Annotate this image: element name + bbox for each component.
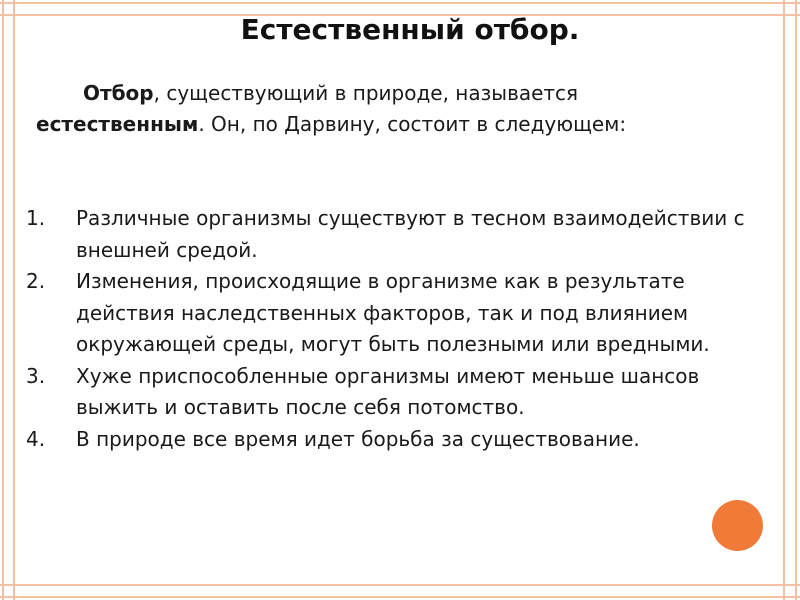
decorative-circle bbox=[712, 500, 763, 551]
intro-part1: , существующий в природе, называется bbox=[153, 81, 579, 105]
frame-top-border bbox=[0, 2, 800, 4]
list-item-number: 4. bbox=[26, 426, 46, 451]
list-item-text: В природе все время идет борьба за существование. bbox=[76, 426, 640, 451]
list-item-text: Изменения, происходящие в организме как в результате действия наследственных факторов, так и под влиянием окружающей среды, могут быть полезными или вредными. bbox=[76, 269, 710, 356]
list-item-text: Хуже приспособленные организмы имеют меньше шансов выжить и оставить после себя потомство. bbox=[76, 363, 700, 419]
list-item-number: 3. bbox=[26, 363, 46, 388]
list-item bbox=[26, 266, 782, 361]
list-item bbox=[26, 203, 782, 266]
frame-left-border bbox=[2, 0, 15, 600]
frame-right-border bbox=[783, 0, 797, 600]
intro-paragraph bbox=[36, 78, 776, 140]
intro-term: Отбор bbox=[83, 81, 154, 105]
slide-title: Естественный отбор. bbox=[240, 13, 580, 46]
list-item-text: Различные организмы существуют в тесном взаимодействии с внешней средой. bbox=[76, 206, 745, 262]
frame-bottom-border bbox=[0, 596, 800, 598]
intro-bold-word: естественным bbox=[36, 112, 199, 136]
numbered-list bbox=[26, 203, 782, 455]
list-item-number: 2. bbox=[26, 269, 46, 293]
frame-bottom-inner-border bbox=[0, 584, 800, 586]
list-item bbox=[26, 361, 782, 424]
intro-part2: . Он, по Дарвину, состоит в следующем: bbox=[198, 112, 627, 136]
list-item-number: 1. bbox=[26, 206, 46, 230]
list-item bbox=[26, 424, 782, 456]
